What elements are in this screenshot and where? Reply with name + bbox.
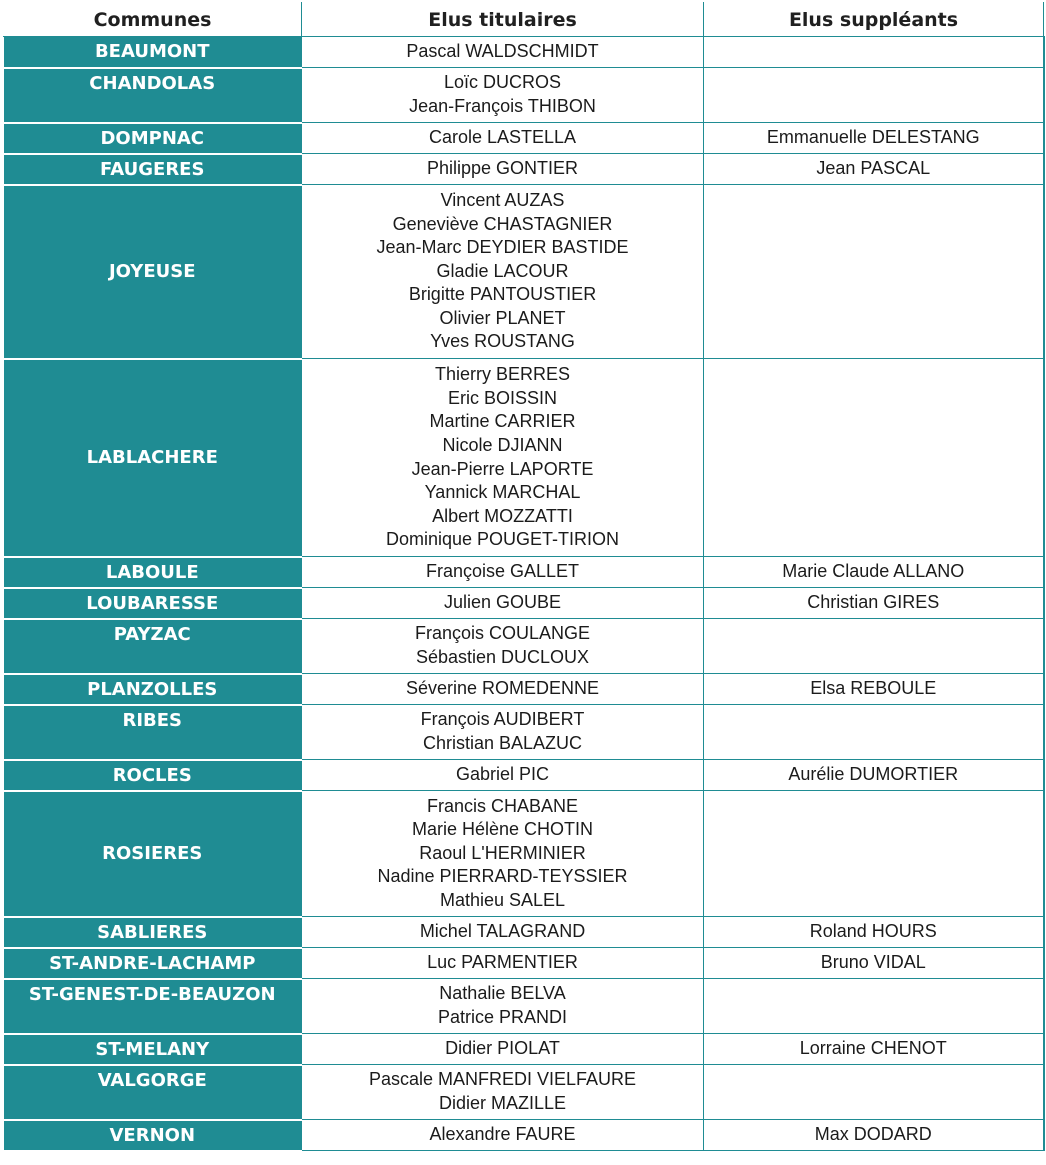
titulaires-cell: [302, 1065, 704, 1120]
suppleants-cell: [704, 791, 1044, 917]
table-row: [4, 791, 1044, 917]
commune-cell: LOUBARESSE: [4, 588, 302, 619]
table-row: [4, 674, 1044, 705]
commune-cell: ROCLES: [4, 760, 302, 791]
titulaire-name: Gladie LACOUR: [436, 260, 569, 281]
suppleants-cell: [704, 154, 1044, 185]
table-row: [4, 619, 1044, 674]
table-row: [4, 1034, 1044, 1065]
titulaire-name: Séverine ROMEDENNE: [405, 678, 600, 699]
commune-cell: LABOULE: [4, 557, 302, 588]
titulaire-name: Luc PARMENTIER: [427, 952, 578, 973]
titulaire-name: Jean-Pierre LAPORTE: [411, 458, 594, 479]
suppleants-cell: [704, 1065, 1044, 1120]
titulaires-cell: [302, 760, 704, 791]
titulaires-cell: [302, 123, 704, 154]
titulaires-cell: [302, 1120, 704, 1151]
titulaire-name: Françoise GALLET: [425, 561, 580, 582]
titulaire-name: Sébastien DUCLOUX: [415, 647, 590, 667]
titulaire-name: Jean-François THIBON: [409, 96, 596, 116]
commune-cell: ST-ANDRE-LACHAMP: [4, 948, 302, 979]
titulaire-name: Carole LASTELLA: [428, 127, 577, 148]
suppleants-cell: [704, 123, 1044, 154]
commune-cell: SABLIERES: [4, 917, 302, 948]
suppleants-cell: [704, 588, 1044, 619]
commune-cell: BEAUMONT: [4, 37, 302, 68]
titulaire-name: Philippe GONTIER: [426, 158, 579, 179]
commune-cell: ST-GENEST-DE-BEAUZON: [4, 979, 302, 1034]
suppleant-name: Emmanuelle DELESTANG: [766, 127, 980, 148]
suppleants-cell: [704, 917, 1044, 948]
suppleants-cell: [704, 674, 1044, 705]
titulaire-name: Patrice PRANDI: [437, 1007, 568, 1027]
table-row: [4, 557, 1044, 588]
titulaires-cell: [302, 588, 704, 619]
table-row: [4, 760, 1044, 791]
titulaire-name: Thierry BERRES: [434, 364, 571, 385]
titulaire-name: Didier PIOLAT: [445, 1038, 560, 1059]
titulaires-cell: [302, 619, 704, 674]
suppleant-name: Bruno VIDAL: [820, 952, 926, 973]
suppleants-cell: [704, 760, 1044, 791]
titulaires-cell: [302, 68, 704, 123]
table-header: [4, 3, 1044, 37]
titulaires-cell: [302, 674, 704, 705]
suppleants-cell: [704, 37, 1044, 68]
titulaire-name: Yannick MARCHAL: [424, 482, 581, 503]
titulaire-name: Christian BALAZUC: [422, 733, 583, 753]
titulaire-name: Didier MAZILLE: [438, 1093, 567, 1113]
suppleant-name: Lorraine CHENOT: [799, 1038, 947, 1059]
suppleants-cell: [704, 557, 1044, 588]
suppleants-cell: [704, 359, 1044, 557]
commune-cell: DOMPNAC: [4, 123, 302, 154]
suppleants-cell: [704, 948, 1044, 979]
suppleant-name: Christian GIRES: [807, 592, 940, 613]
commune-cell: PLANZOLLES: [4, 674, 302, 705]
titulaires-cell: [302, 791, 704, 917]
titulaire-name: Nadine PIERRARD-TEYSSIER: [377, 866, 628, 887]
commune-cell: ST-MELANY: [4, 1034, 302, 1065]
commune-cell: FAUGERES: [4, 154, 302, 185]
commune-cell: ROSIERES: [4, 791, 302, 917]
titulaires-cell: [302, 948, 704, 979]
suppleants-cell: [704, 185, 1044, 359]
table-row: [4, 1120, 1044, 1151]
titulaires-cell: [302, 37, 704, 68]
titulaires-cell: [302, 705, 704, 760]
table-row: [4, 917, 1044, 948]
table-row: [4, 123, 1044, 154]
titulaire-name: Julien GOUBE: [443, 592, 562, 613]
titulaire-name: Alexandre FAURE: [429, 1124, 576, 1145]
suppleants-cell: [704, 705, 1044, 760]
commune-cell: LABLACHERE: [4, 359, 302, 557]
titulaire-name: Dominique POUGET-TIRION: [385, 529, 620, 550]
suppleants-cell: [704, 68, 1044, 123]
table-row: [4, 154, 1044, 185]
table-row: [4, 705, 1044, 760]
header-suppleants: Elus suppléants: [704, 3, 1044, 37]
table-row: [4, 979, 1044, 1034]
titulaire-name: Pascal WALDSCHMIDT: [406, 41, 599, 62]
table-row: [4, 359, 1044, 557]
header-titulaires: Elus titulaires: [302, 3, 704, 37]
titulaire-name: Geneviève CHASTAGNIER: [392, 213, 613, 234]
table-row: [4, 37, 1044, 68]
table-row: [4, 68, 1044, 123]
suppleant-name: Max DODARD: [814, 1124, 932, 1145]
titulaires-cell: [302, 154, 704, 185]
titulaire-name: Nicole DJIANN: [442, 434, 563, 455]
titulaire-name: François AUDIBERT: [420, 709, 585, 730]
commune-cell: JOYEUSE: [4, 185, 302, 359]
titulaires-cell: [302, 557, 704, 588]
titulaire-name: Eric BOISSIN: [447, 387, 558, 408]
titulaire-name: Loïc DUCROS: [443, 72, 562, 93]
titulaire-name: Albert MOZZATTI: [432, 505, 573, 526]
commune-cell: PAYZAC: [4, 619, 302, 674]
header-row: [4, 3, 1044, 37]
suppleant-name: Roland HOURS: [809, 921, 937, 942]
suppleants-cell: [704, 979, 1044, 1034]
elected-officials-table: [3, 2, 1045, 1152]
suppleant-name: Jean PASCAL: [816, 158, 931, 179]
titulaires-cell: [302, 185, 704, 359]
titulaire-name: Jean-Marc DEYDIER BASTIDE: [376, 237, 629, 258]
suppleant-name: Elsa REBOULE: [810, 678, 937, 699]
table-row: [4, 588, 1044, 619]
commune-cell: VALGORGE: [4, 1065, 302, 1120]
commune-cell: RIBES: [4, 705, 302, 760]
titulaire-name: Michel TALAGRAND: [419, 921, 586, 942]
table-body: [4, 37, 1044, 1151]
titulaire-name: Gabriel PIC: [455, 764, 550, 785]
header-communes: Communes: [4, 3, 302, 37]
titulaire-name: Nathalie BELVA: [439, 983, 566, 1004]
suppleants-cell: [704, 619, 1044, 674]
commune-cell: CHANDOLAS: [4, 68, 302, 123]
titulaire-name: Brigitte PANTOUSTIER: [408, 284, 597, 305]
table-row: [4, 948, 1044, 979]
titulaire-name: Mathieu SALEL: [439, 889, 566, 910]
table-row: [4, 185, 1044, 359]
titulaire-name: Olivier PLANET: [439, 307, 566, 328]
suppleants-cell: [704, 1120, 1044, 1151]
table-row: [4, 1065, 1044, 1120]
titulaires-cell: [302, 359, 704, 557]
titulaires-cell: [302, 979, 704, 1034]
titulaire-name: Francis CHABANE: [426, 795, 579, 816]
titulaire-name: Yves ROUSTANG: [430, 331, 575, 352]
titulaire-name: Martine CARRIER: [429, 411, 576, 432]
titulaire-name: Raoul L'HERMINIER: [419, 842, 586, 863]
suppleants-cell: [704, 1034, 1044, 1065]
titulaire-name: François COULANGE: [414, 623, 591, 644]
suppleant-name: Aurélie DUMORTIER: [788, 764, 959, 785]
titulaire-name: Pascale MANFREDI VIELFAURE: [368, 1069, 637, 1090]
titulaire-name: Vincent AUZAS: [440, 189, 565, 210]
titulaires-cell: [302, 917, 704, 948]
suppleant-name: Marie Claude ALLANO: [782, 561, 965, 582]
titulaire-name: Marie Hélène CHOTIN: [411, 819, 594, 840]
commune-cell: VERNON: [4, 1120, 302, 1151]
titulaires-cell: [302, 1034, 704, 1065]
